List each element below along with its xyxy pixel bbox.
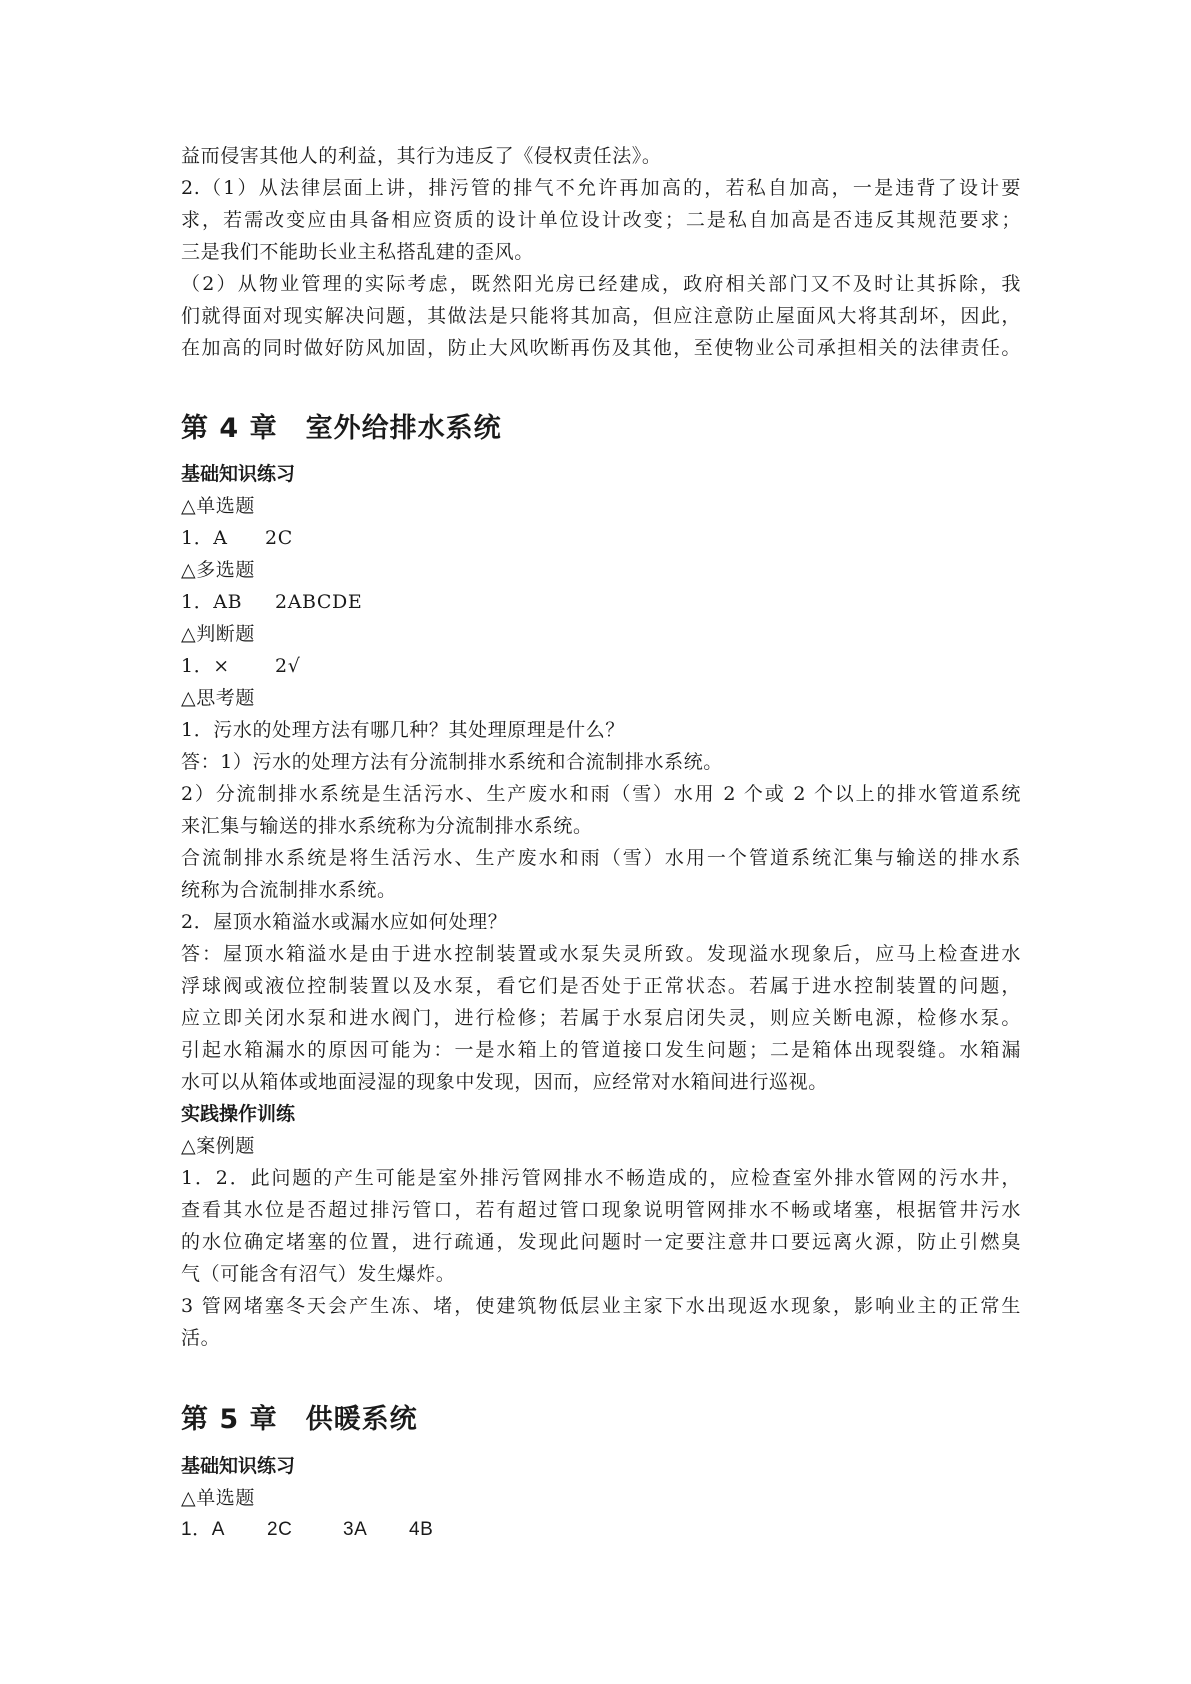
answer-2-line: 应立即关闭水泵和进水阀门，进行检修；若属于水泵启闭失灵，则应关断电源，检修水泵。 (181, 1007, 1021, 1029)
paragraph-line: 2.（1）从法律层面上讲，排污管的排气不允许再加高的，若私自加高，一是违背了设计要 (181, 177, 1021, 199)
multi-choice-answers (181, 586, 1021, 618)
case-question-label: △案例题 (181, 1135, 256, 1157)
case-answer-line: 气（可能含有沼气）发生爆炸。 (181, 1263, 456, 1285)
paragraph-line: 在加高的同时做好防风加固，防止大风吹断再伤及其他，至使物业公司承担相关的法律责任。 (181, 337, 1021, 359)
answer-1-line: 合流制排水系统是将生活污水、生产废水和雨（雪）水用一个管道系统汇集与输送的排水系 (181, 847, 1021, 869)
paragraph-line: 三是我们不能助长业主私搭乱建的歪风。 (181, 241, 534, 263)
single-choice-label: △单选题 (181, 495, 256, 517)
chapter-4-title: 第 4 章 室外给排水系统 (181, 413, 502, 444)
judgment-answers (181, 650, 1021, 682)
answer-item: 4B (409, 1519, 434, 1540)
answer-item: 2C (267, 1519, 293, 1540)
answer-item: 3A (343, 1519, 368, 1540)
single-choice-answers (181, 522, 1021, 554)
answer-item: 2C (265, 527, 293, 549)
case-3-answer-line: 活。 (181, 1327, 221, 1349)
answer-item: 1．AB (181, 591, 243, 613)
multi-choice-label: △多选题 (181, 559, 256, 581)
answer-1-line: 答：1）污水的处理方法有分流制排水系统和合流制排水系统。 (181, 751, 723, 773)
case-3-answer-line: 3 管网堵塞冬天会产生冻、堵，使建筑物低层业主家下水出现返水现象，影响业主的正常生 (181, 1295, 1021, 1317)
answer-2-line: 引起水箱漏水的原因可能为：一是水箱上的管道接口发生问题；二是箱体出现裂缝。水箱漏 (181, 1039, 1021, 1061)
answer-item: 1．A (181, 1519, 226, 1540)
answer-1-line: 2）分流制排水系统是生活污水、生产废水和雨（雪）水用 2 个或 2 个以上的排水管道系统 (181, 783, 1021, 805)
case-answer-line: 的水位确定堵塞的位置，进行疏通，发现此问题时一定要注意井口要远离火源，防止引燃臭 (181, 1231, 1021, 1253)
judgment-label: △判断题 (181, 623, 256, 645)
paragraph-line: 们就得面对现实解决问题，其做法是只能将其加高，但应注意防止屋面风大将其刮坏，因此， (181, 305, 1021, 327)
answer-item: 1．× (181, 655, 230, 677)
basic-practice-heading: 基础知识练习 (181, 1455, 296, 1477)
chapter-5-title: 第 5 章 供暖系统 (181, 1404, 418, 1435)
case-answer-line: 1．2．此问题的产生可能是室外排污管网排水不畅造成的，应检查室外排水管网的污水井， (181, 1167, 1021, 1189)
answer-1-line: 来汇集与输送的排水系统称为分流制排水系统。 (181, 815, 593, 837)
answer-2-line: 答：屋顶水箱溢水是由于进水控制装置或水泵失灵所致。发现溢水现象后，应马上检查进水 (181, 943, 1021, 965)
case-answer-line: 查看其水位是否超过排污管口，若有超过管口现象说明管网排水不畅或堵塞，根据管井污水 (181, 1199, 1021, 1221)
paragraph-line: （2）从物业管理的实际考虑，既然阳光房已经建成，政府相关部门又不及时让其拆除，我 (181, 273, 1021, 295)
answer-2-line: 水可以从箱体或地面浸湿的现象中发现，因而，应经常对水箱间进行巡视。 (181, 1071, 828, 1093)
question-1: 1．污水的处理方法有哪几种？其处理原理是什么？ (181, 719, 625, 741)
answer-item: 1．A (181, 527, 228, 549)
paragraph-line: 求，若需改变应由具备相应资质的设计单位设计改变；二是私自加高是否违反其规范要求； (181, 209, 1021, 231)
question-2: 2．屋顶水箱溢水或漏水应如何处理？ (181, 911, 508, 933)
paragraph-line: 益而侵害其他人的利益，其行为违反了《侵权责任法》。 (181, 145, 662, 167)
answer-2-line: 浮球阀或液位控制装置以及水泵，看它们是否处于正常状态。若属于进水控制装置的问题， (181, 975, 1021, 997)
answer-item: 2√ (275, 655, 301, 677)
answer-item: 2ABCDE (275, 591, 363, 613)
basic-practice-heading: 基础知识练习 (181, 463, 296, 485)
single-choice-label: △单选题 (181, 1487, 256, 1509)
practice-training-heading: 实践操作训练 (181, 1103, 296, 1125)
thinking-question-label: △思考题 (181, 687, 256, 709)
answer-1-line: 统称为合流制排水系统。 (181, 879, 397, 901)
single-choice-answers (181, 1514, 1021, 1546)
